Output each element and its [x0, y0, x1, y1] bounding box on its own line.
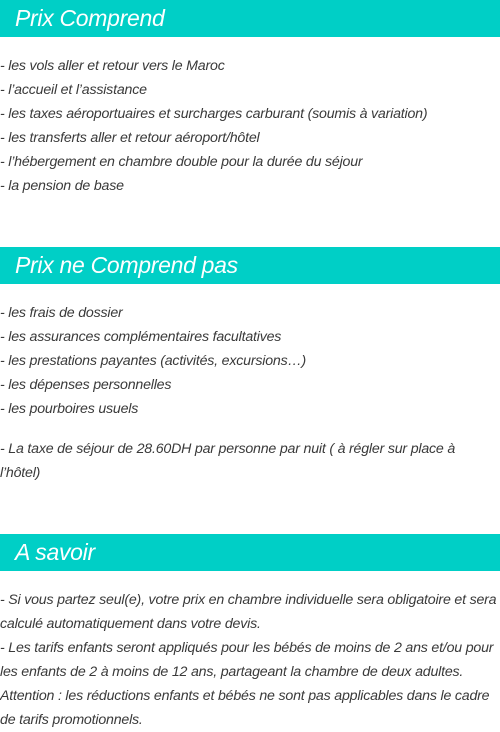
- list-item: - les transferts aller et retour aéroport/hôtel: [0, 130, 260, 146]
- section-prix-comprend: [0, 0, 500, 194]
- excluded-list: [0, 301, 500, 421]
- section-a-savoir: [0, 534, 500, 728]
- included-list: [0, 54, 500, 198]
- list-item: - l’accueil et l’assistance: [0, 82, 147, 98]
- list-item: - la pension de base: [0, 178, 124, 194]
- list-item: - les frais de dossier: [0, 305, 123, 321]
- section-title-a-savoir: A savoir: [0, 534, 500, 571]
- single-supplement-paragraph: - Si vous partez seul(e), votre prix en chambre individuelle sera obligatoire et sera calculé automatiquement dans votre devis.: [0, 592, 497, 632]
- section-title-prix-comprend: Prix Comprend: [0, 0, 500, 37]
- list-item: - les assurances complémentaires facultatives: [0, 329, 282, 345]
- a-savoir-body: [0, 588, 500, 732]
- list-item: - les dépenses personnelles: [0, 377, 172, 393]
- section-prix-ne-comprend-pas: [0, 247, 500, 481]
- list-item: - les prestations payantes (activités, excursions…): [0, 353, 306, 369]
- tourist-tax-note: - La taxe de séjour de 28.60DH par personne par nuit ( à régler sur place à l’hôtel): [0, 441, 456, 481]
- list-item: - les vols aller et retour vers le Maroc: [0, 58, 225, 74]
- child-rates-paragraph: - Les tarifs enfants seront appliqués pour les bébés de moins de 2 ans et/ou pour les enfants de 2 à moins de 12 ans, partageant la chambre de deux adultes.: [0, 640, 494, 680]
- attention-paragraph: Attention : les réductions enfants et bébés ne sont pas applicables dans le cadre de tarifs promotionnels.: [0, 688, 490, 728]
- section-title-prix-ne-comprend-pas: Prix ne Comprend pas: [0, 247, 500, 284]
- list-item: - les pourboires usuels: [0, 401, 139, 417]
- list-item: - l’hébergement en chambre double pour la durée du séjour: [0, 154, 363, 170]
- list-item: - les taxes aéroportuaires et surcharges carburant (soumis à variation): [0, 106, 428, 122]
